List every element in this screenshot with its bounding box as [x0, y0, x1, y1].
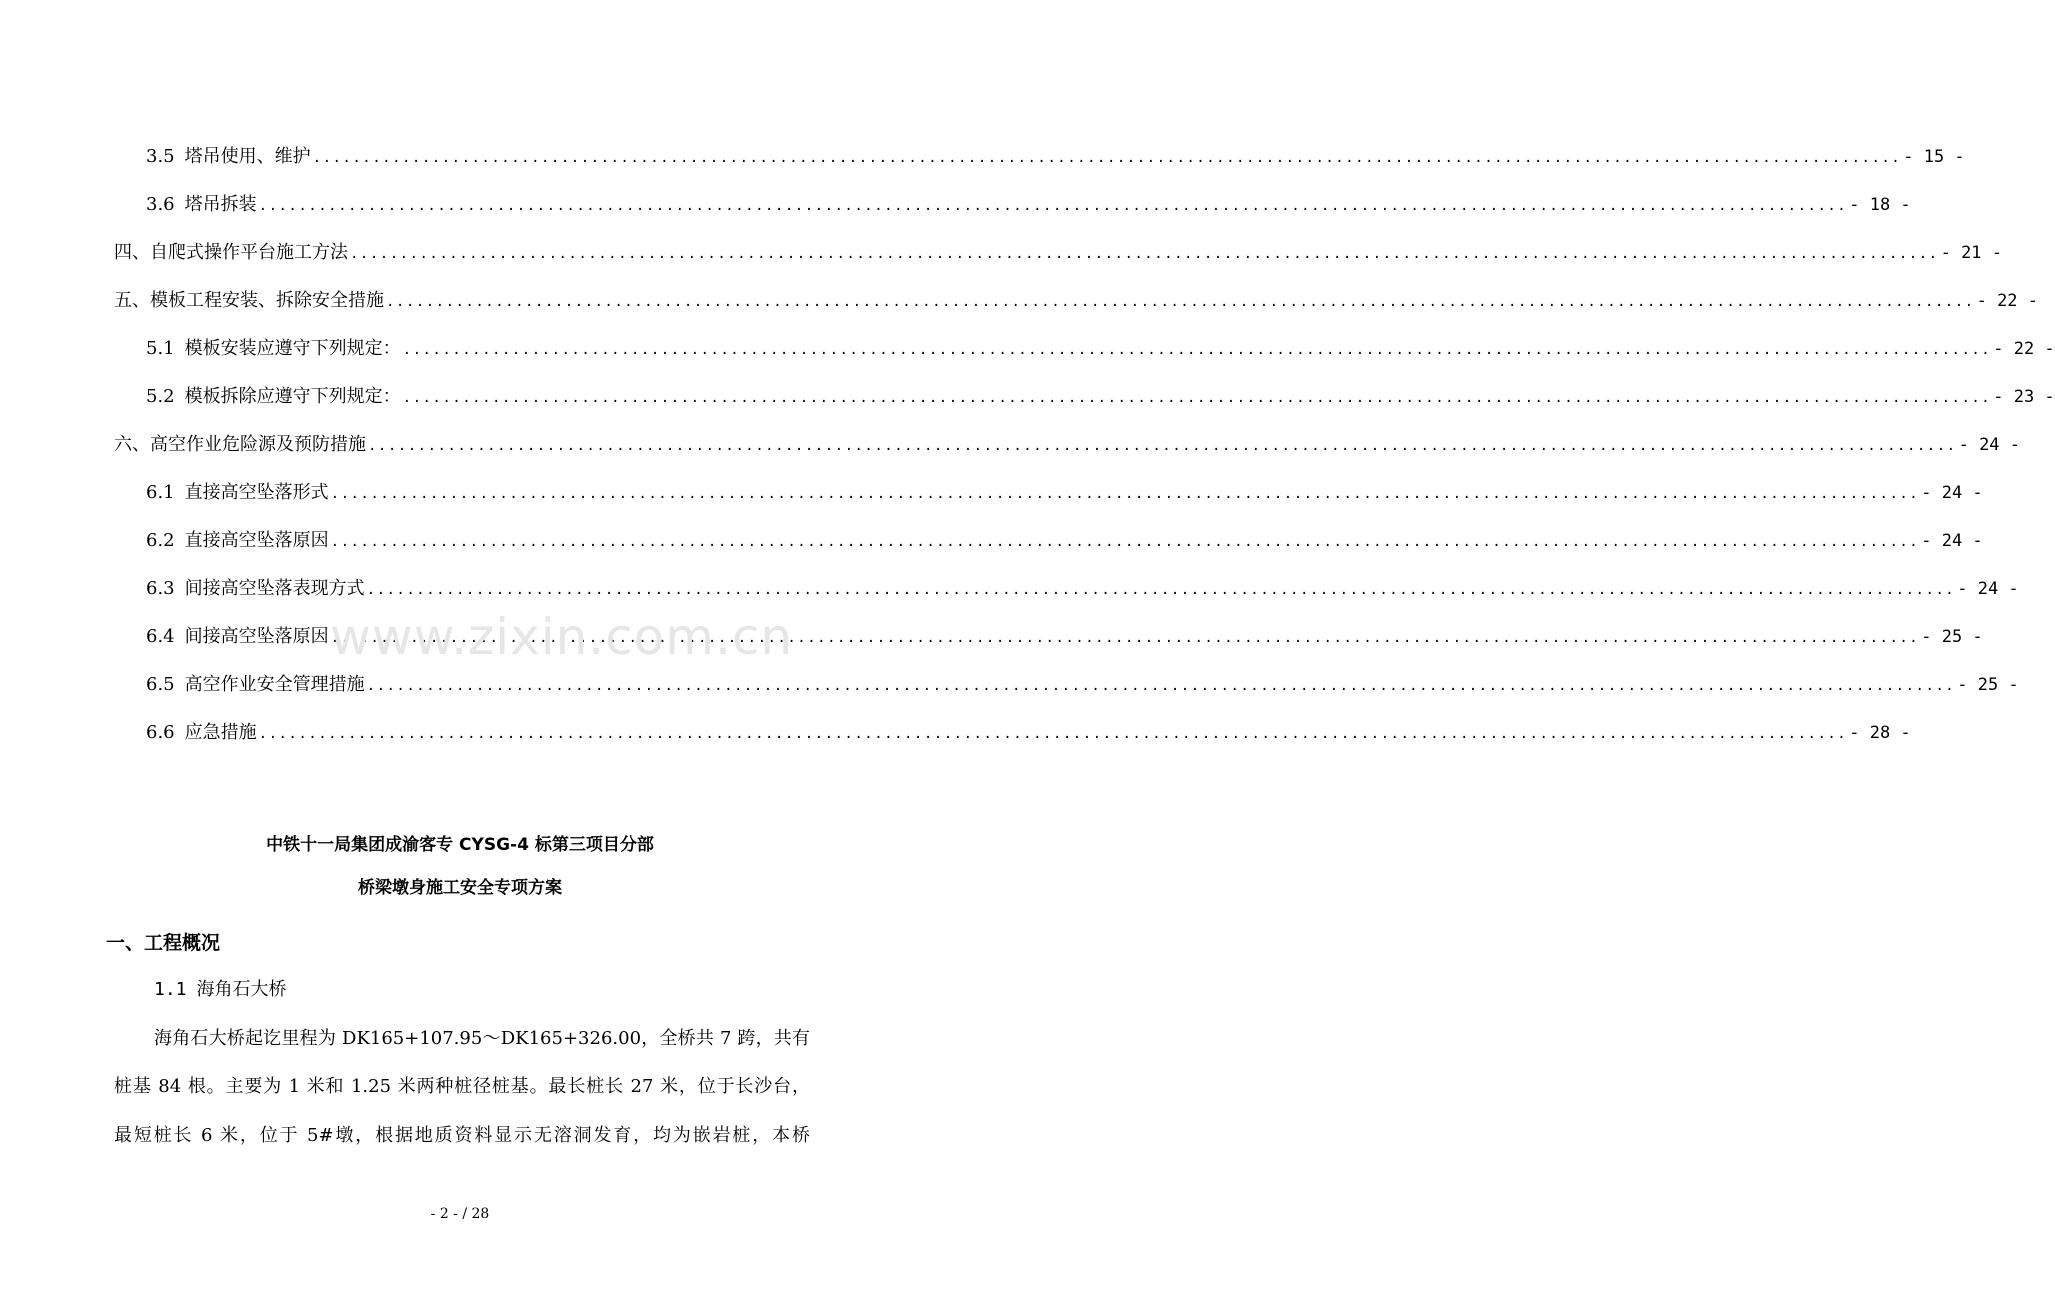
toc-entry[interactable]	[146, 192, 1911, 218]
toc-leader-dots: ................................................................................................................................................................	[366, 582, 1956, 598]
toc-leader-dots: ................................................................................................................................................................	[402, 390, 1992, 406]
toc-entry[interactable]	[146, 336, 2055, 362]
toc-entry[interactable]	[146, 624, 1983, 650]
toc-entry-title: 五、模板工程安装、拆除安全措施	[114, 290, 384, 311]
toc-entry-page: - 24 -	[1921, 483, 1983, 503]
toc-entry[interactable]	[146, 720, 1911, 746]
toc-leader-dots: ................................................................................................................................................................	[258, 198, 1848, 214]
sub-heading-title: 海角石大桥	[196, 979, 287, 1000]
toc-entry-number: 5.2	[146, 386, 175, 407]
toc-leader-dots: ................................................................................................................................................................	[366, 678, 1956, 694]
toc-leader-dots: ................................................................................................................................................................	[402, 342, 1992, 358]
toc-leader-dots: ................................................................................................................................................................	[330, 630, 1920, 646]
toc-entry-title: 六、高空作业危险源及预防措施	[114, 434, 366, 455]
toc-entry-page: - 23 -	[1993, 387, 2055, 407]
toc-entry-page: - 24 -	[1957, 579, 2019, 599]
toc-leader-dots: ................................................................................................................................................................	[312, 150, 1902, 166]
toc-entry-page: - 25 -	[1957, 675, 2019, 695]
toc-leader-dots: ................................................................................................................................................................	[368, 438, 1957, 454]
toc-leader-dots: ................................................................................................................................................................	[330, 486, 1920, 502]
toc-entry-page: - 18 -	[1849, 195, 1911, 215]
toc-entry-page: - 15 -	[1903, 147, 1965, 167]
toc-entry-title: 高空作业安全管理措施	[184, 674, 365, 695]
toc-entry-title: 间接高空坠落表现方式	[184, 578, 365, 599]
toc-entry-title: 塔吊拆装	[184, 194, 257, 215]
document-title: 桥梁墩身施工安全专项方案	[358, 878, 562, 898]
toc-entry-title: 塔吊使用、维护	[184, 146, 311, 167]
paragraph-line: 海角石大桥起讫里程为 DK165+107.95～DK165+326.00，全桥共 7 跨，共有	[154, 1028, 810, 1049]
toc-entry-page: - 25 -	[1921, 627, 1983, 647]
toc-entry[interactable]	[146, 384, 2055, 410]
toc-entry-number: 5.1	[146, 338, 175, 359]
toc-entry-page: - 24 -	[1958, 435, 2021, 455]
section-heading: 一、工程概况	[106, 932, 221, 954]
toc-leader-dots: ................................................................................................................................................................	[258, 726, 1848, 742]
toc-entry-number: 6.3	[146, 578, 175, 599]
toc-entry-title: 直接高空坠落形式	[184, 482, 329, 503]
toc-entry-number: 3.6	[146, 194, 175, 215]
toc-entry-title: 直接高空坠落原因	[184, 530, 329, 551]
toc-entry-number: 6.2	[146, 530, 175, 551]
toc-entry[interactable]	[114, 288, 2039, 314]
paragraph-line: 桩基 84 根。主要为 1 米和 1.25 米两种桩径桩基。最长桩长 27 米，位于长沙台，	[114, 1076, 810, 1097]
watermark: www.zixin.com.cn	[330, 608, 794, 666]
toc-entry-title: 模板拆除应遵守下列规定：	[184, 386, 401, 407]
toc-entry[interactable]	[146, 576, 2019, 602]
toc-entry-page: - 28 -	[1849, 723, 1911, 743]
toc-entry-title: 应急措施	[184, 722, 257, 743]
toc-entry-number: 6.1	[146, 482, 175, 503]
toc-entry[interactable]	[146, 480, 1983, 506]
toc-entry-page: - 21 -	[1940, 243, 2003, 263]
toc-entry-page: - 22 -	[1993, 339, 2055, 359]
toc-leader-dots: ................................................................................................................................................................	[386, 294, 1975, 310]
page-footer: - 2 - / 28	[430, 1206, 490, 1222]
toc-entry-title: 四、自爬式操作平台施工方法	[114, 242, 348, 263]
document-header-line-1: 中铁十一局集团成渝客专 CYSG-4 标第三项目分部	[266, 835, 654, 855]
toc-entry-page: - 24 -	[1921, 531, 1983, 551]
paragraph-line: 最短桩长 6 米，位于 5#墩，根据地质资料显示无溶洞发育，均为嵌岩桩，本桥	[114, 1125, 810, 1146]
toc-leader-dots: ................................................................................................................................................................	[330, 534, 1920, 550]
toc-entry[interactable]	[146, 672, 2019, 698]
toc-entry[interactable]	[146, 528, 1983, 554]
sub-heading-number: 1.1	[154, 979, 187, 1000]
toc-entry-page: - 22 -	[1976, 291, 2039, 311]
toc-entry[interactable]	[146, 144, 1965, 170]
toc-entry-number: 6.6	[146, 722, 175, 743]
toc-leader-dots: ................................................................................................................................................................	[350, 246, 1939, 262]
toc-entry-number: 6.4	[146, 626, 175, 647]
toc-entry-title: 间接高空坠落原因	[184, 626, 329, 647]
toc-entry[interactable]	[114, 240, 2003, 266]
toc-entry[interactable]	[114, 432, 2021, 458]
sub-heading	[154, 975, 287, 1001]
toc-entry-number: 6.5	[146, 674, 175, 695]
toc-entry-title: 模板安装应遵守下列规定：	[184, 338, 401, 359]
toc-entry-number: 3.5	[146, 146, 175, 167]
